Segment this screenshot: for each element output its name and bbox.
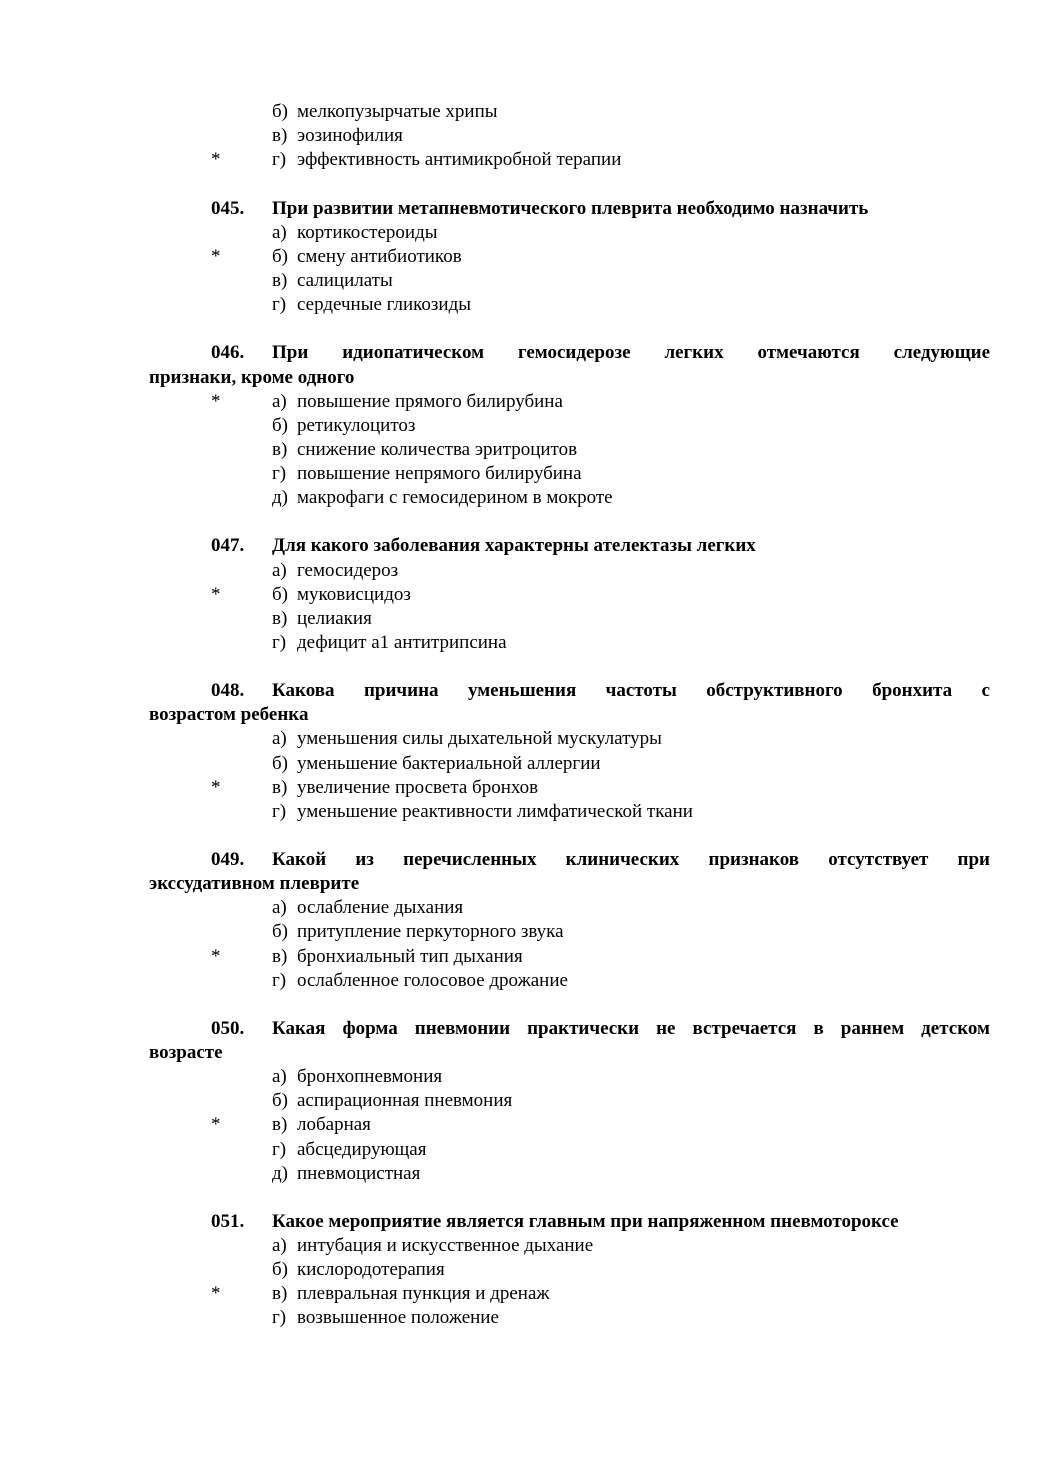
question-text-continuation: возрастом ребенка bbox=[149, 704, 309, 726]
correct-answer-marker: * bbox=[211, 776, 221, 798]
question-text: Какое мероприятие является главным при напряженном пневмотороксе bbox=[272, 1211, 899, 1232]
answer-option bbox=[272, 1162, 420, 1186]
question-number: 049. bbox=[211, 849, 245, 871]
option-text: кислородотерапия bbox=[297, 1259, 445, 1281]
answer-option bbox=[272, 1234, 593, 1258]
option-label: в) bbox=[272, 776, 288, 798]
answer-option bbox=[272, 100, 498, 124]
option-label: г) bbox=[272, 800, 287, 822]
answer-option bbox=[272, 776, 538, 800]
option-text: эффективность антимикробной терапии bbox=[297, 149, 622, 171]
option-label: а) bbox=[272, 390, 287, 412]
question-text: При идиопатическом гемосидерозе легких отмечаются следующие bbox=[272, 342, 990, 364]
question-number: 051. bbox=[211, 1211, 245, 1232]
answer-option bbox=[272, 245, 462, 269]
option-label: а) bbox=[272, 897, 287, 919]
option-text: интубация и искусственное дыхание bbox=[297, 1235, 594, 1257]
option-text: ослабленное голосовое дрожание bbox=[297, 969, 568, 991]
question-text: Какая форма пневмонии практически не встречается в раннем детском bbox=[272, 1018, 990, 1039]
answer-option bbox=[272, 727, 662, 751]
option-label: в) bbox=[272, 1114, 288, 1136]
answer-option bbox=[272, 1065, 442, 1089]
answer-option bbox=[272, 1113, 371, 1137]
answer-option bbox=[272, 148, 621, 172]
correct-answer-marker: * bbox=[211, 945, 221, 967]
answer-option bbox=[272, 896, 463, 920]
correct-answer-marker: * bbox=[211, 1114, 221, 1136]
answer-option bbox=[272, 607, 372, 631]
option-label: в) bbox=[272, 125, 288, 147]
answer-option bbox=[272, 945, 523, 969]
option-label: г) bbox=[272, 149, 287, 171]
answer-option bbox=[272, 631, 507, 655]
option-text: плевральная пункция и дренаж bbox=[297, 1283, 550, 1305]
option-label: б) bbox=[272, 752, 288, 774]
option-label: д) bbox=[272, 487, 288, 508]
correct-answer-marker: * bbox=[211, 149, 221, 171]
option-text: смену антибиотиков bbox=[297, 245, 462, 267]
question-text: При развитии метапневмотического плеврита необходимо назначить bbox=[272, 197, 869, 219]
answer-option bbox=[272, 752, 601, 776]
option-text: бронхопневмония bbox=[297, 1066, 443, 1088]
option-text: уменьшение бактериальной аллергии bbox=[297, 752, 601, 774]
question-text-continuation: признаки, кроме одного bbox=[149, 366, 355, 388]
option-label: а) bbox=[272, 559, 287, 581]
answer-option bbox=[272, 1089, 512, 1113]
question-text-continuation: возрасте bbox=[149, 1042, 223, 1064]
option-text: салицилаты bbox=[297, 269, 393, 291]
option-label: б) bbox=[272, 245, 288, 267]
option-text: лобарная bbox=[297, 1114, 371, 1136]
option-text: мелкопузырчатые хрипы bbox=[297, 101, 498, 122]
answer-option bbox=[272, 269, 393, 293]
option-label: б) bbox=[272, 414, 288, 436]
option-text: гемосидероз bbox=[297, 559, 399, 581]
option-text: сердечные гликозиды bbox=[297, 294, 471, 315]
option-text: увеличение просвета бронхов bbox=[297, 776, 539, 798]
option-text: возвышенное положение bbox=[297, 1307, 499, 1329]
answer-option bbox=[272, 1258, 445, 1282]
option-text: повышение непрямого билирубина bbox=[297, 462, 582, 484]
option-text: повышение прямого билирубина bbox=[297, 390, 563, 412]
option-label: г) bbox=[272, 631, 287, 653]
option-label: б) bbox=[272, 583, 288, 605]
correct-answer-marker: * bbox=[211, 1283, 221, 1305]
question-number: 045. bbox=[211, 197, 245, 219]
question-text: Какова причина уменьшения частоты обструктивного бронхита с bbox=[272, 680, 990, 702]
correct-answer-marker: * bbox=[211, 583, 221, 605]
question-number: 048. bbox=[211, 680, 245, 702]
option-label: г) bbox=[272, 969, 287, 991]
option-label: г) bbox=[272, 462, 287, 484]
option-text: ослабление дыхания bbox=[297, 897, 464, 919]
option-text: макрофаги с гемосидерином в мокроте bbox=[297, 487, 613, 508]
option-text: уменьшение реактивности лимфатической ткани bbox=[297, 800, 693, 822]
option-text: абсцедирующая bbox=[297, 1138, 427, 1160]
answer-option bbox=[272, 293, 471, 317]
option-text: целиакия bbox=[297, 607, 372, 629]
option-text: уменьшения силы дыхательной мускулатуры bbox=[297, 728, 662, 750]
option-label: б) bbox=[272, 1259, 288, 1281]
option-label: в) bbox=[272, 1283, 288, 1305]
option-label: г) bbox=[272, 1138, 287, 1160]
option-label: а) bbox=[272, 1235, 287, 1257]
question-number: 046. bbox=[211, 342, 245, 364]
option-text: притупление перкуторного звука bbox=[297, 921, 564, 943]
option-text: кортикостероиды bbox=[297, 221, 438, 243]
answer-option bbox=[272, 559, 398, 583]
question-number: 047. bbox=[211, 535, 245, 557]
option-text: ретикулоцитоз bbox=[297, 414, 416, 436]
option-label: г) bbox=[272, 294, 287, 315]
option-label: в) bbox=[272, 438, 288, 460]
answer-option bbox=[272, 583, 411, 607]
answer-option bbox=[272, 1282, 550, 1306]
answer-option bbox=[272, 800, 693, 824]
correct-answer-marker: * bbox=[211, 390, 221, 412]
answer-option bbox=[272, 414, 415, 438]
option-text: снижение количества эритроцитов bbox=[297, 438, 578, 460]
answer-option bbox=[272, 462, 582, 486]
answer-option bbox=[272, 1306, 499, 1330]
option-label: в) bbox=[272, 607, 288, 629]
answer-option bbox=[272, 969, 568, 993]
option-label: а) bbox=[272, 221, 287, 243]
question-text: Какой из перечисленных клинических признаков отсутствует при bbox=[272, 849, 990, 871]
answer-option bbox=[272, 438, 577, 462]
option-label: а) bbox=[272, 728, 287, 750]
answer-option bbox=[272, 221, 438, 245]
option-text: пневмоцистная bbox=[297, 1162, 421, 1184]
option-text: эозинофилия bbox=[297, 125, 403, 147]
answer-option bbox=[272, 124, 403, 148]
option-label: в) bbox=[272, 945, 288, 967]
question-text: Для какого заболевания характерны ателектазы легких bbox=[272, 535, 756, 557]
option-text: дефицит а1 антитрипсина bbox=[297, 631, 507, 653]
answer-option bbox=[272, 486, 613, 510]
option-text: бронхиальный тип дыхания bbox=[297, 945, 523, 967]
option-label: а) bbox=[272, 1066, 287, 1088]
option-label: б) bbox=[272, 921, 288, 943]
answer-option bbox=[272, 390, 563, 414]
option-label: б) bbox=[272, 1090, 288, 1112]
option-text: аспирационная пневмония bbox=[297, 1090, 513, 1112]
correct-answer-marker: * bbox=[211, 245, 221, 267]
option-label: д) bbox=[272, 1162, 288, 1184]
option-label: г) bbox=[272, 1307, 287, 1329]
option-text: муковисцидоз bbox=[297, 583, 411, 605]
answer-option bbox=[272, 1138, 426, 1162]
question-text-continuation: экссудативном плеврите bbox=[149, 873, 360, 895]
option-label: б) bbox=[272, 101, 288, 122]
option-label: в) bbox=[272, 269, 288, 291]
answer-option bbox=[272, 920, 564, 944]
question-number: 050. bbox=[211, 1018, 245, 1039]
